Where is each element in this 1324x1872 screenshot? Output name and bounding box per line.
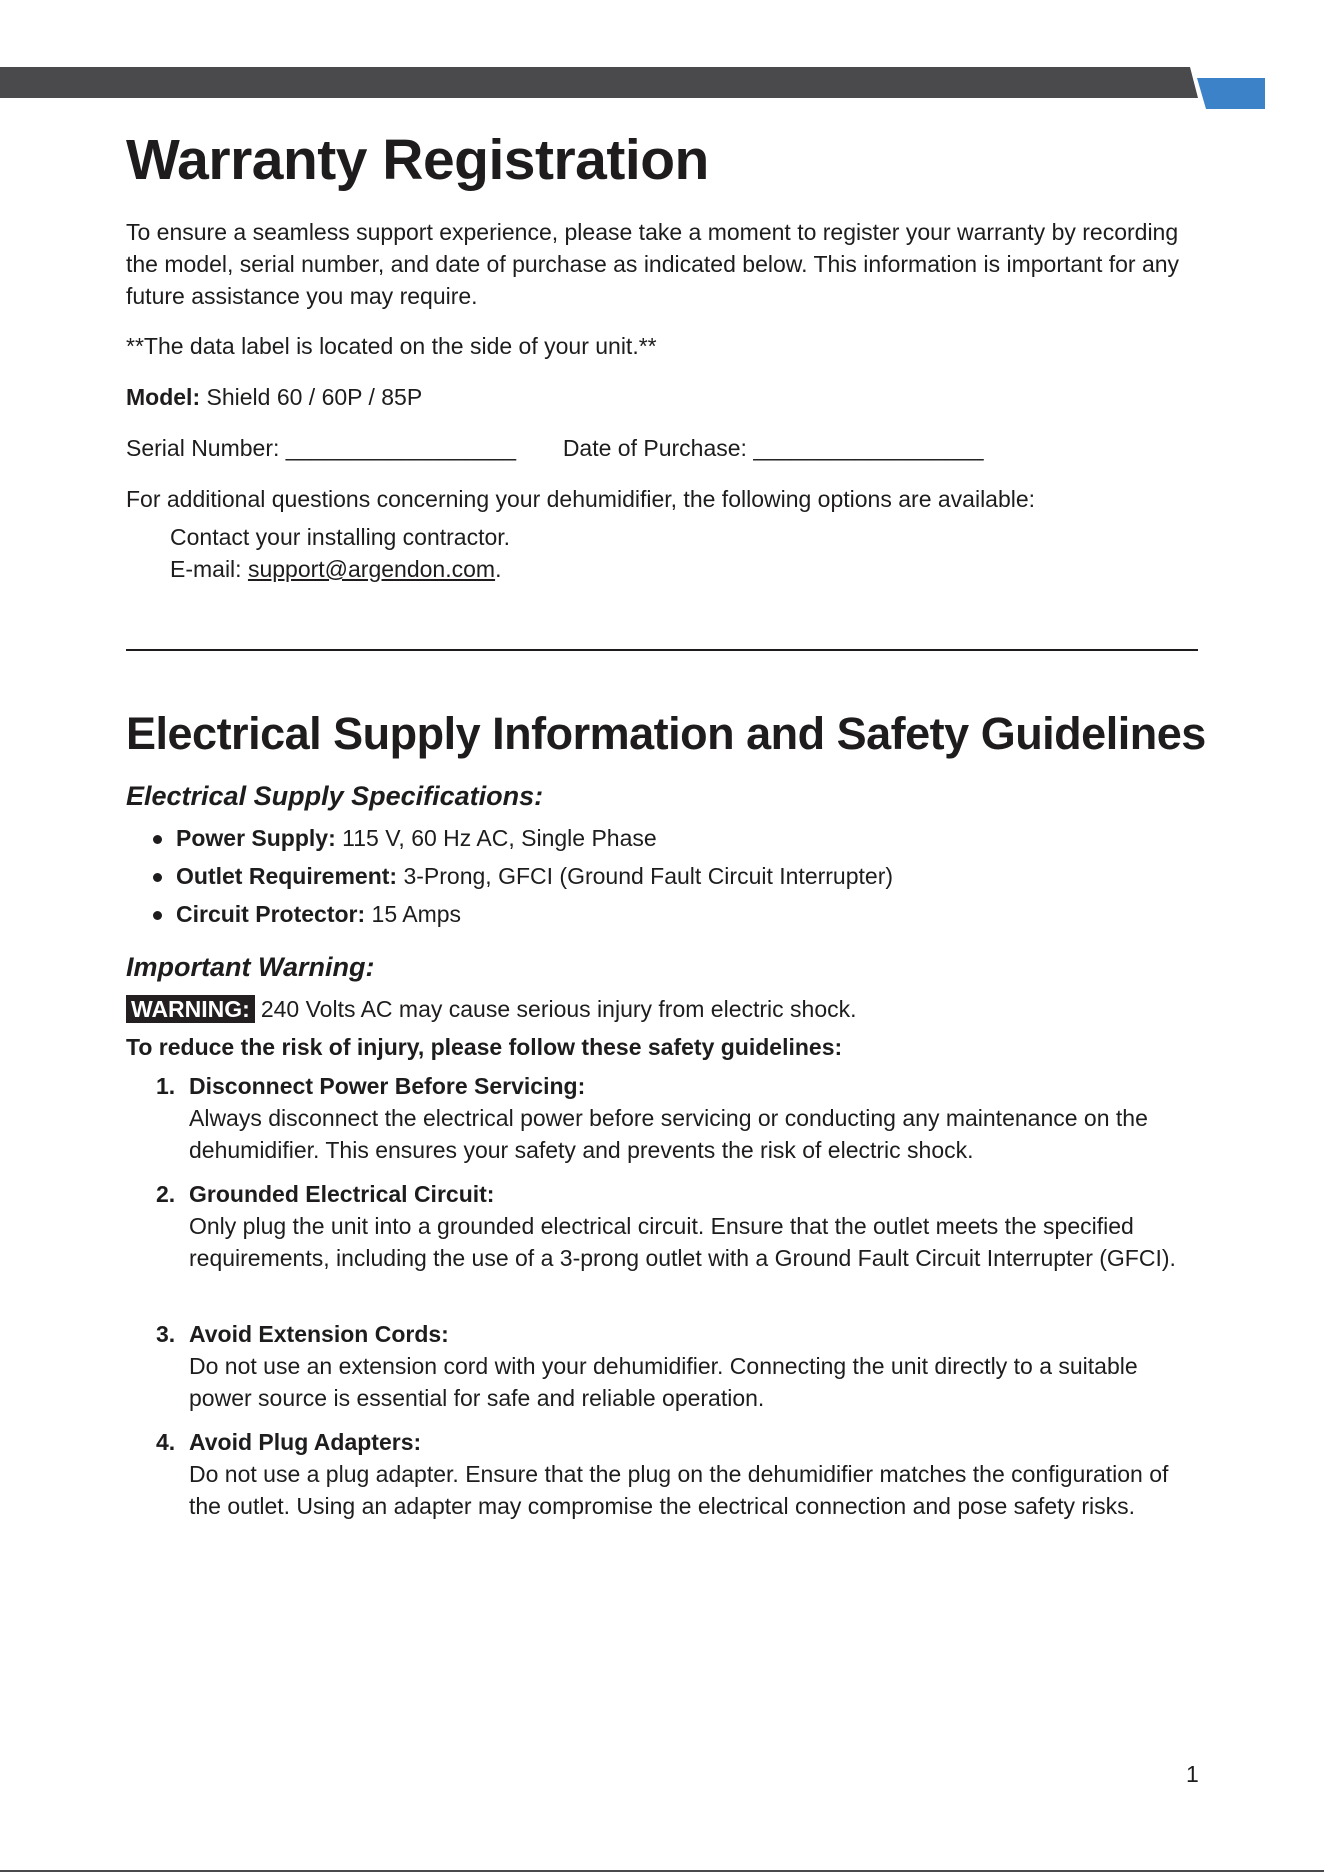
- bullet-icon: [153, 835, 162, 844]
- email-period: .: [495, 556, 502, 582]
- data-label-note: **The data label is located on the side of your unit.**: [126, 333, 657, 359]
- electrical-title: Electrical Supply Information and Safety Guidelines: [126, 708, 1206, 759]
- spec-heading: Electrical Supply Specifications:: [126, 781, 544, 811]
- model-value: Shield 60 / 60P / 85P: [206, 384, 423, 410]
- section-divider: [126, 649, 1198, 651]
- spec-value: 15 Amps: [371, 901, 462, 927]
- step-title: Avoid Extension Cords:: [189, 1321, 449, 1347]
- page-number: 1: [1186, 1761, 1199, 1787]
- spec-label: Circuit Protector:: [176, 901, 366, 927]
- step-title: Disconnect Power Before Servicing:: [189, 1073, 586, 1099]
- warning-line: [126, 993, 857, 1025]
- warning-text: 240 Volts AC may cause serious injury from electric shock.: [260, 996, 857, 1022]
- email-line: [170, 553, 501, 585]
- model-label: Model:: [126, 384, 201, 410]
- step-number: 3.: [156, 1321, 176, 1347]
- step-body: Always disconnect the electrical power before servicing or conducting any maintenance on the dehumidifier. This ensures your safety and prevents the risk of electric shock.: [189, 1105, 1148, 1163]
- warning-heading: Important Warning:: [126, 952, 375, 982]
- questions-text: For additional questions concerning your dehumidifier, the following options are available:: [126, 486, 1036, 512]
- guidelines-intro: To reduce the risk of injury, please follow these safety guidelines:: [126, 1034, 843, 1060]
- spec-value: 3-Prong, GFCI (Ground Fault Circuit Interrupter): [403, 863, 894, 889]
- spec-label: Outlet Requirement:: [176, 863, 398, 889]
- warranty-intro: To ensure a seamless support experience, please take a moment to register your warranty by recording the model, serial number, and date of purchase as indicated below. This information is important for any future assistance you may require.: [126, 219, 1180, 309]
- step-body: Do not use an extension cord with your dehumidifier. Connecting the unit directly to a suitable power source is essential for safe and reliable operation.: [189, 1353, 1138, 1411]
- support-email-link[interactable]: support@argendon.com: [247, 556, 496, 582]
- step-body: Do not use a plug adapter. Ensure that the plug on the dehumidifier matches the configuration of the outlet. Using an adapter may compromise the electrical connection and pose safety risks.: [189, 1461, 1169, 1519]
- serial-date-line: [126, 432, 984, 464]
- email-label: E-mail:: [170, 556, 242, 582]
- step-title: Grounded Electrical Circuit:: [189, 1181, 495, 1207]
- bullet-icon: [153, 873, 162, 882]
- warranty-title: Warranty Registration: [126, 128, 709, 192]
- header-bar: [0, 67, 1198, 98]
- date-of-purchase-label: Date of Purchase:: [562, 435, 747, 461]
- warning-badge: WARNING:: [126, 995, 255, 1023]
- contact-text: Contact your installing contractor.: [170, 524, 511, 550]
- header-accent-tab: [1197, 78, 1265, 109]
- date-of-purchase-field[interactable]: __________________: [753, 435, 984, 461]
- step-number: 1.: [156, 1073, 176, 1099]
- step-title: Avoid Plug Adapters:: [189, 1429, 422, 1455]
- bullet-icon: [153, 911, 162, 920]
- model-line: [126, 381, 422, 413]
- step-number: 2.: [156, 1181, 176, 1207]
- spec-value: 115 V, 60 Hz AC, Single Phase: [342, 825, 657, 851]
- step-number: 4.: [156, 1429, 176, 1455]
- serial-number-label: Serial Number:: [126, 435, 280, 461]
- step-body: Only plug the unit into a grounded electrical circuit. Ensure that the outlet meets the specified requirements, including the use of a 3-prong outlet with a Ground Fault Circuit Interrupter (GFCI).: [189, 1213, 1176, 1271]
- serial-number-field[interactable]: __________________: [285, 435, 517, 461]
- spec-label: Power Supply:: [176, 825, 336, 851]
